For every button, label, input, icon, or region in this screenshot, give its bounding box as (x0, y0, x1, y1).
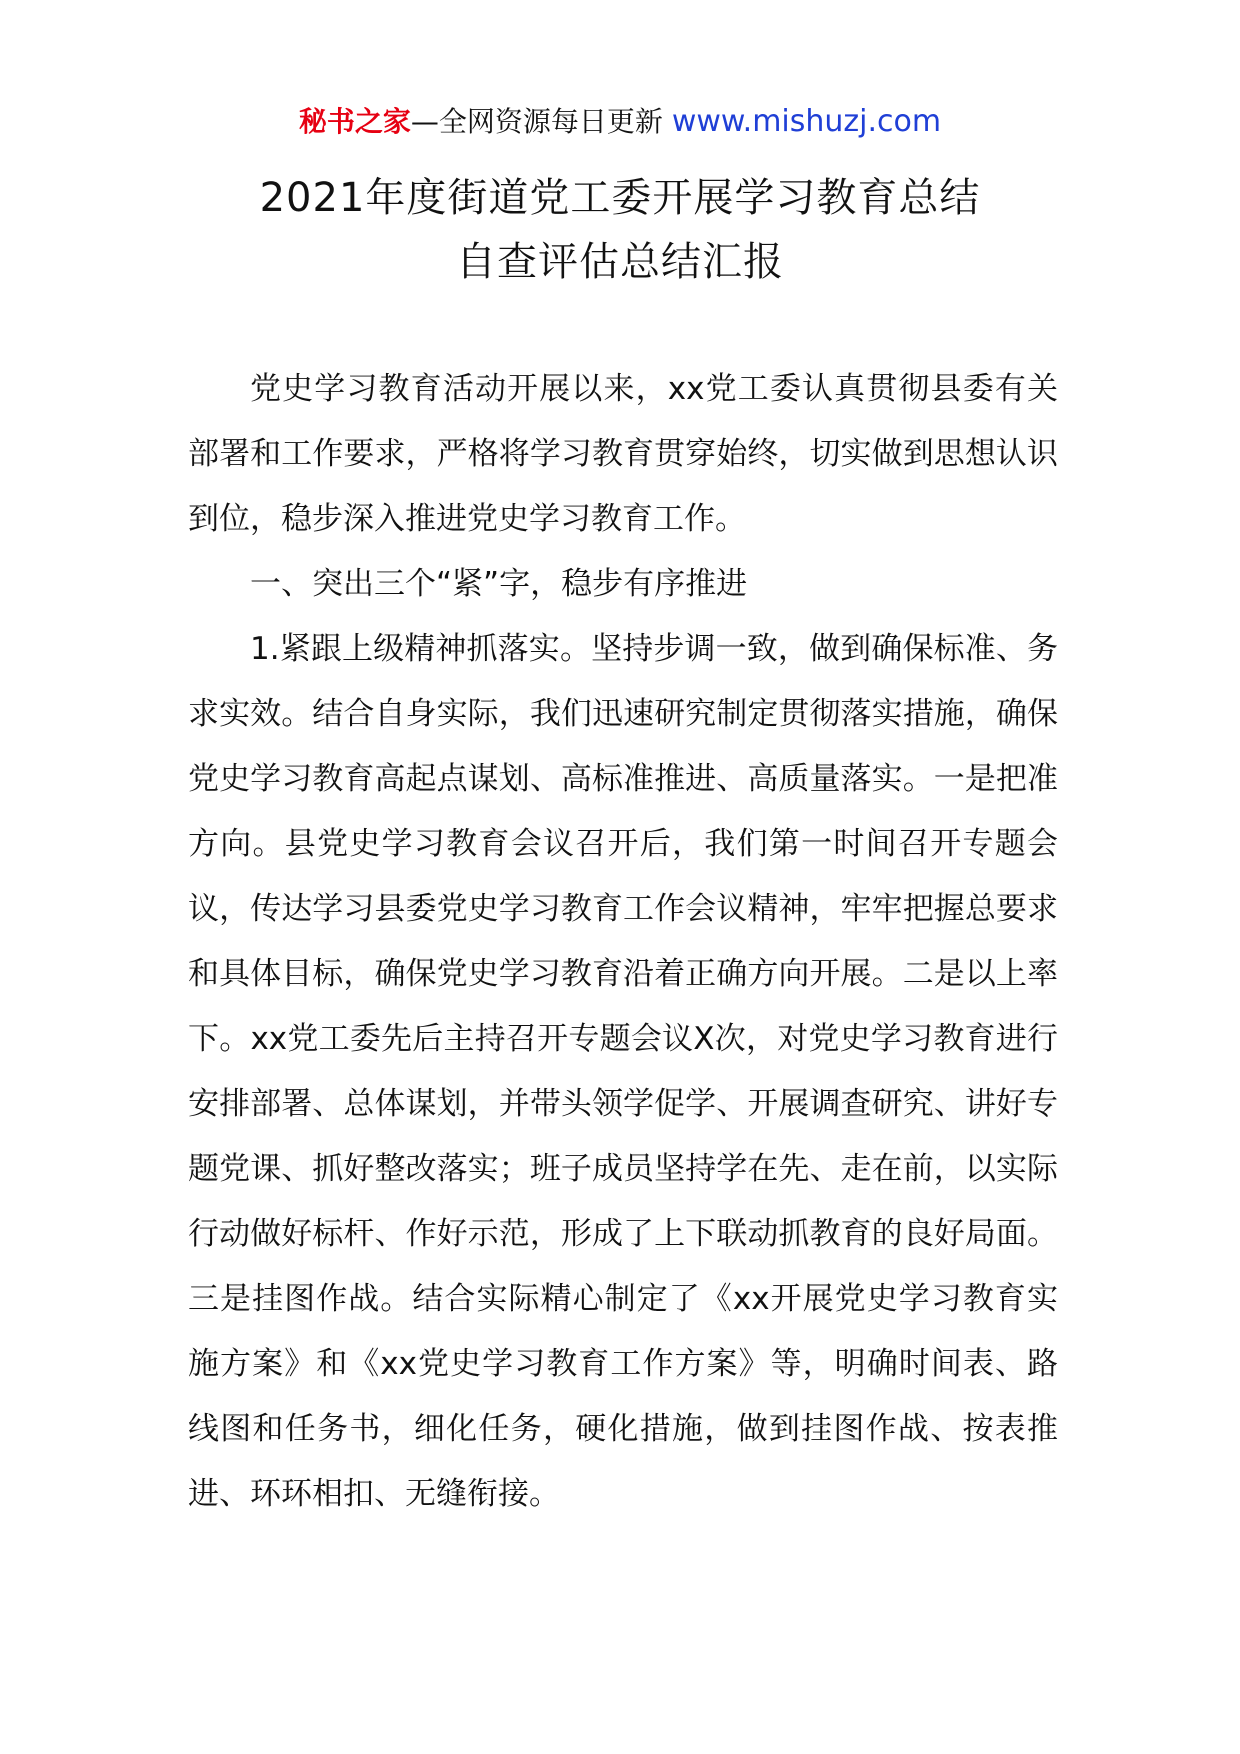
document-title (0, 166, 1240, 294)
title-line-2: 自查评估总结汇报 (456, 239, 784, 285)
section-1-paragraph-1: 1.紧跟上级精神抓落实。坚持步调一致，做到确保标准、务求实效。结合自身实际，我们迅速研究制定贯彻落实措施，确保党史学习教育高起点谋划、高标准推进、高质量落实。一是把准方向。县党史学习教育会议召开后，我们第一时间召开专题会议，传达学习县委党史学习教育工作会议精神，牢牢把握总要求和具体目标，确保党史学习教育沿着正确方向开展。二是以上率下。xx党工委先后主持召开专题会议X次，对党史学习教育进行安排部署、总体谋划，并带头领学促学、开展调查研究、讲好专题党课、抓好整改落实；班子成员坚持学在先、走在前，以实际行动做好标杆、作好示范，形成了上下联动抓教育的良好局面。三是挂图作战。结合实际精心制定了《xx开展党史学习教育实施方案》和《xx党史学习教育工作方案》等，明确时间表、路线图和任务书，细化任务，硬化措施，做到挂图作战、按表推进、环环相扣、无缝衔接。 (188, 631, 1058, 1512)
title-line-1: 2021年度街道党工委开展学习教育总结 (259, 175, 981, 221)
section-heading-1: 一、突出三个“紧”字，稳步有序推进 (250, 566, 748, 602)
document-body (188, 357, 1058, 1527)
header-slogan: —全网资源每日更新 (410, 105, 663, 138)
intro-paragraph: 党史学习教育活动开展以来，xx党工委认真贯彻县委有关部署和工作要求，严格将学习教育贯穿始终，切实做到思想认识到位，稳步深入推进党史学习教育工作。 (188, 371, 1058, 537)
brand-name: 秘书之家 (298, 105, 411, 138)
site-url-link[interactable]: www.mishuzj.com (671, 104, 942, 139)
site-header (0, 100, 1240, 144)
